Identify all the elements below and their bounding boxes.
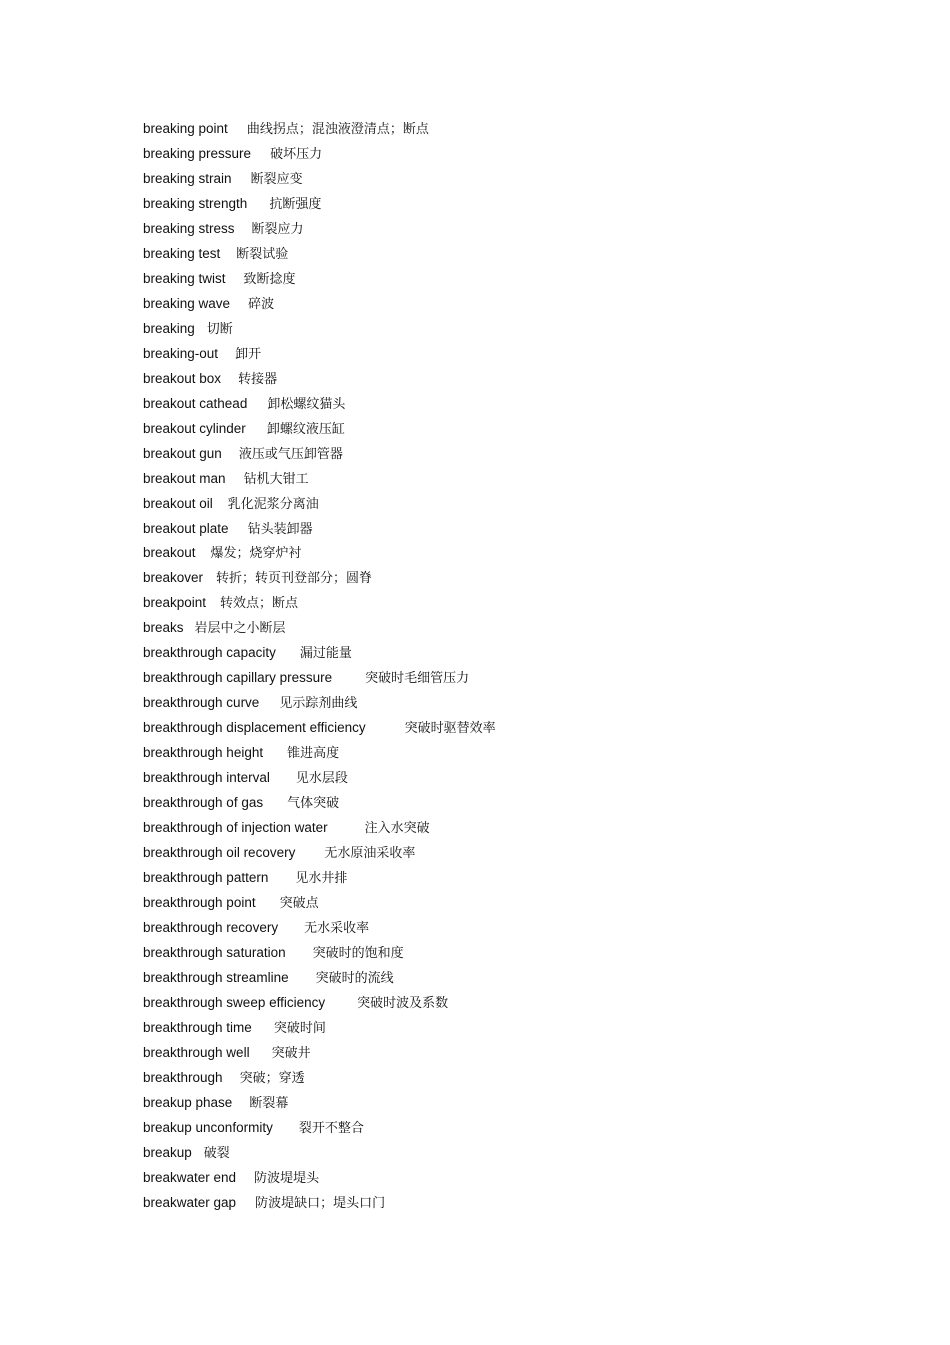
glossary-entry <box>143 217 496 242</box>
glossary-entry <box>143 741 496 766</box>
entry-definition: 无水采收率 <box>304 921 370 936</box>
entry-definition: 断裂应力 <box>251 221 304 237</box>
entry-term: breakthrough displacement efficiency <box>143 720 366 736</box>
entry-definition: 无水原油采收率 <box>324 846 416 862</box>
glossary-entry <box>143 991 496 1016</box>
entry-term: breakwater end <box>143 1169 237 1185</box>
glossary-entry <box>143 1191 496 1216</box>
glossary-entry <box>143 941 496 966</box>
entry-term: breakthrough interval <box>143 770 270 786</box>
entry-term: breaking pressure <box>143 145 252 161</box>
entry-definition: 断裂试验 <box>236 246 289 262</box>
glossary-entry <box>143 541 496 566</box>
entry-definition: 防波堤缺口；堤头口门 <box>255 1195 386 1211</box>
entry-definition: 突破时毛细管压力 <box>365 671 470 687</box>
entry-definition: 突破时间 <box>273 1020 326 1036</box>
entry-definition: 见水井排 <box>295 871 348 887</box>
entry-term: breakthrough well <box>143 1044 250 1060</box>
glossary-entry <box>143 891 496 916</box>
glossary-entry <box>143 342 496 367</box>
entry-term: breakthrough sweep efficiency <box>143 994 326 1010</box>
glossary-entry <box>143 566 496 591</box>
entry-definition: 突破井 <box>271 1045 311 1061</box>
glossary-entry <box>143 142 496 167</box>
entry-term: breakthrough oil recovery <box>143 845 296 861</box>
glossary-entry <box>143 317 496 342</box>
entry-term: breakthrough height <box>143 745 264 761</box>
entry-term: breakthrough point <box>143 895 256 911</box>
entry-definition: 突破时驱替效率 <box>404 721 496 737</box>
entry-definition: 注入水突破 <box>364 821 430 837</box>
entry-term: breakthrough capacity <box>143 645 276 661</box>
glossary-entry <box>143 492 496 517</box>
entry-definition: 漏过能量 <box>299 646 352 662</box>
glossary-entry <box>143 816 496 841</box>
entry-term: breaking point <box>143 121 228 136</box>
entry-definition: 爆发；烧穿炉衬 <box>210 546 302 562</box>
entry-definition: 钻头装卸器 <box>247 521 313 537</box>
entry-definition: 转接器 <box>238 371 278 387</box>
entry-term: breakthrough of gas <box>143 795 264 811</box>
entry-term: breakout cylinder <box>143 420 246 436</box>
entry-definition: 破裂 <box>203 1145 230 1161</box>
entry-definition: 曲线拐点；混浊液澄清点；断点 <box>246 122 429 137</box>
entry-definition: 见水层段 <box>295 771 348 787</box>
entry-definition: 卸松螺纹猫头 <box>267 396 346 412</box>
glossary-entry <box>143 916 496 941</box>
entry-definition: 见示踪剂曲线 <box>279 696 358 712</box>
glossary-entry <box>143 641 496 666</box>
entry-definition: 卸开 <box>235 346 262 362</box>
glossary-entry <box>143 267 496 292</box>
entry-definition: 破坏压力 <box>270 146 323 162</box>
glossary-entry <box>143 666 496 691</box>
entry-term: breakpoint <box>143 595 207 611</box>
glossary-entry <box>143 467 496 492</box>
glossary-entry <box>143 192 496 217</box>
entry-definition: 液压或气压卸管器 <box>238 446 343 462</box>
entry-definition: 气体突破 <box>287 796 340 812</box>
entry-definition: 岩层中之小断层 <box>194 621 286 637</box>
entry-definition: 致断捻度 <box>243 271 296 287</box>
entry-term: breakup unconformity <box>143 1119 273 1135</box>
glossary-entry <box>143 242 496 267</box>
entry-term: breakthrough saturation <box>143 944 286 960</box>
entry-definition: 抗断强度 <box>269 196 322 212</box>
entry-term: breakout cathead <box>143 395 248 411</box>
entry-definition: 转折；转页刊登部分；圆脊 <box>216 571 373 587</box>
entry-definition: 突破点 <box>279 896 319 912</box>
entry-definition: 断裂幕 <box>249 1095 289 1111</box>
entry-definition: 切断 <box>206 321 233 337</box>
glossary-entry <box>143 117 496 142</box>
glossary-entry <box>143 841 496 866</box>
glossary-entry <box>143 1016 496 1041</box>
entry-definition: 突破时波及系数 <box>357 995 449 1011</box>
entry-term: breaking twist <box>143 270 226 286</box>
glossary-entry <box>143 791 496 816</box>
entry-term: breakthrough of injection water <box>143 820 328 836</box>
entry-term: breaking-out <box>143 345 219 361</box>
entry-term: breakout plate <box>143 520 229 536</box>
glossary-entry <box>143 1091 496 1116</box>
entry-definition: 锥进高度 <box>287 746 340 762</box>
glossary-entry <box>143 292 496 317</box>
entry-term: breaks <box>143 620 184 636</box>
glossary-entry <box>143 1166 496 1191</box>
entry-term: breakthrough capillary pressure <box>143 670 333 686</box>
entry-term: breakwater gap <box>143 1194 237 1210</box>
entry-term: breakout <box>143 545 196 561</box>
entry-term: breakout man <box>143 470 226 486</box>
entry-term: breakout oil <box>143 495 213 511</box>
glossary-entry <box>143 392 496 417</box>
glossary-entry <box>143 517 496 542</box>
entry-term: breakout gun <box>143 445 222 461</box>
glossary-entry <box>143 1116 496 1141</box>
entry-definition: 碎波 <box>248 296 275 312</box>
entry-term: breakout box <box>143 370 222 386</box>
glossary-entry <box>143 367 496 392</box>
entry-term: breakthrough time <box>143 1019 252 1035</box>
entry-term: breakup phase <box>143 1094 233 1110</box>
entry-definition: 乳化泥浆分离油 <box>227 496 319 512</box>
entry-term: breaking <box>143 320 195 336</box>
glossary-entry <box>143 1041 496 1066</box>
entry-term: breakthrough recovery <box>143 920 279 935</box>
entry-term: breaking strain <box>143 170 232 186</box>
glossary-entry <box>143 866 496 891</box>
entry-definition: 钻机大钳工 <box>243 471 309 487</box>
entry-term: breaking strength <box>143 195 248 211</box>
entry-definition: 突破时的饱和度 <box>312 945 404 961</box>
glossary-entry <box>143 442 496 467</box>
entry-term: breaking test <box>143 245 221 261</box>
glossary-entry <box>143 591 496 616</box>
glossary-entry <box>143 167 496 192</box>
glossary-entry <box>143 616 496 641</box>
entry-definition: 突破；穿透 <box>239 1070 305 1086</box>
glossary-entry <box>143 966 496 991</box>
entry-definition: 断裂应变 <box>250 171 303 187</box>
glossary-entry <box>143 1141 496 1166</box>
entry-term: breakup <box>143 1144 192 1160</box>
glossary-entry <box>143 691 496 716</box>
entry-term: breakthrough streamline <box>143 969 289 985</box>
glossary-list <box>143 117 496 1216</box>
entry-term: breakover <box>143 570 204 586</box>
entry-definition: 裂开不整合 <box>298 1120 364 1136</box>
entry-term: breakthrough <box>143 1069 223 1085</box>
glossary-entry <box>143 766 496 791</box>
entry-definition: 防波堤堤头 <box>254 1170 320 1186</box>
entry-definition: 转效点；断点 <box>220 596 299 612</box>
entry-definition: 突破时的流线 <box>315 970 394 986</box>
entry-term: breakthrough pattern <box>143 870 269 886</box>
glossary-entry <box>143 716 496 741</box>
entry-term: breaking stress <box>143 220 235 236</box>
entry-term: breakthrough curve <box>143 695 260 711</box>
glossary-entry <box>143 1066 496 1091</box>
glossary-entry <box>143 417 496 442</box>
entry-definition: 卸螺纹液压缸 <box>266 421 345 437</box>
entry-term: breaking wave <box>143 295 231 311</box>
